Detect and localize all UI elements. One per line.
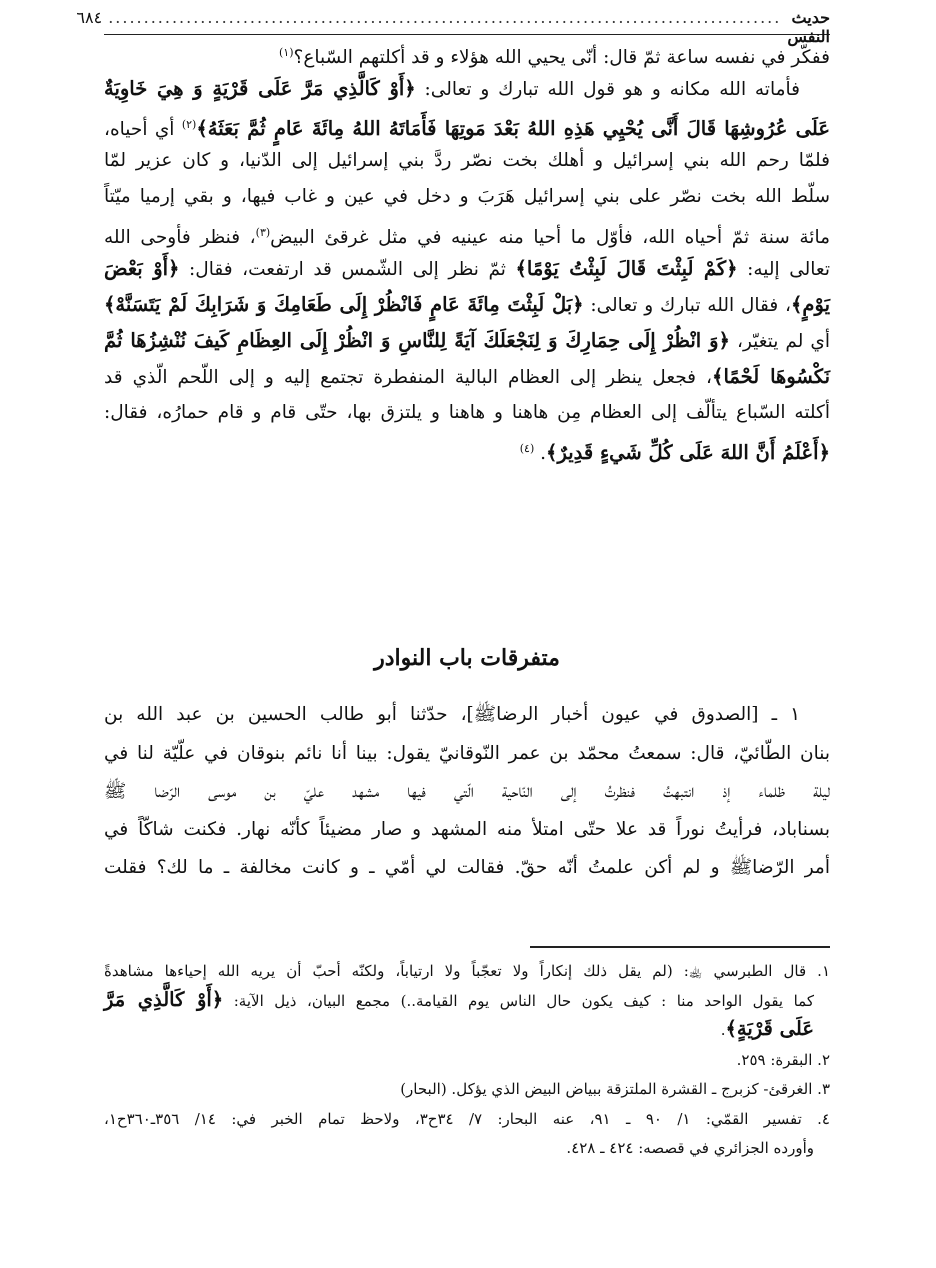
text-segment: أي لم يتغيّر، xyxy=(729,331,830,352)
text-line xyxy=(104,254,830,284)
text-segment: أي أحياه، xyxy=(104,119,182,141)
section-heading: متفرقات باب النوادر xyxy=(374,645,560,671)
text-line xyxy=(104,853,830,883)
footnote-line xyxy=(104,1106,830,1132)
quran-verse: عَلَى عُرُوشِهَا قَالَ أَنَّى يُحْيِي هَذِهِ اللهُ بَعْدَ مَوتِهَا فَأَمَاتَهُ اللهُ مِائَةَ عَامٍ ثُمَّ بَعَثَهُ﴾ xyxy=(196,117,831,141)
dot-leader: ............................................................................................... xyxy=(108,8,782,27)
text-line xyxy=(104,182,830,212)
text-line xyxy=(104,146,830,176)
text-segment: وأورده الجزائري في قصصه: ٤٢٤ ـ ٤٢٨. xyxy=(566,1139,814,1157)
quran-verse: ﴿وَ انْظُرْ إِلَى حِمَارِكَ وَ لِنَجْعَلَكَ آيَةً لِلنَّاسِ وَ انْظُرْ إِلَى العِظَامِ كَيفَ نُنْشِزُهَا ثُمَّ xyxy=(104,329,730,352)
quran-verse: ﴿بَلْ لَبِثْتَ مِائَةَ عَامٍ فَانْظُرْ إِلَى طَعَامِكَ وَ شَرَابِكَ لَمْ يَتَسَنَّهْ﴾ xyxy=(104,293,584,316)
running-header xyxy=(76,8,830,46)
text-segment: فأماته الله مكانه و هو قول الله تبارك و تعالى: xyxy=(415,79,800,100)
footnote-ref: (٣) xyxy=(255,226,271,239)
text-segment: فلمّا رحم الله بني إسرائيل و أهلك بخت نصّر ردَّ بني إسرائيل إلى الدّنيا، و كان عزير لمّا xyxy=(104,150,830,171)
text-line xyxy=(104,326,830,356)
footnote-line xyxy=(104,1016,830,1043)
text-segment: ، فجعل ينظر إلى العظام البالية المنفطرة تجتمع إليه و إلى اللّحم الّذي قد xyxy=(104,367,713,388)
quran-verse: ﴿أَوْ كَالَّذِي مَرَّ عَلَى قَرْيَةٍ وَ هِيَ خَاوِيَةٌ xyxy=(104,77,416,100)
text-line xyxy=(104,777,830,807)
footnote-line xyxy=(104,958,830,984)
footnote-line xyxy=(104,1047,830,1073)
quran-verse: ﴿أَعْلَمُ أَنَّ اللهَ عَلَى كُلِّ شَيءٍ قَدِيرٌ﴾ xyxy=(546,441,830,465)
text-line xyxy=(104,398,830,428)
text-segment: ، فنظر فأوحى الله xyxy=(104,227,256,249)
text-segment: ففكّر في نفسه ساعة ثمّ قال: أنّى يحيي الله هؤلاء و قد أكلتهم السّباع؟ xyxy=(293,47,830,69)
footnote-ref: (١) xyxy=(278,46,294,59)
text-segment: ٤. تفسير القمّي: ١/ ٩٠ ـ ٩١، عنه البحار: ٧/ ٣٤ح٣، ولاحظ تمام الخبر في: ١٤/ ٣٥٦ـ٣٦٠ح١، xyxy=(104,1110,830,1128)
footnote-ref: (٢) xyxy=(181,118,197,131)
footnote-line xyxy=(104,987,830,1014)
footnote-line xyxy=(104,1076,830,1102)
text-segment: بسناباد، فرأيتُ نوراً قد علا حتّى امتلأ منه المشهد و صار مضيئاً كأنّه نهار. فكنت شاكّاً في xyxy=(104,819,830,840)
quran-verse: ﴿أَوْ بَعْضَ xyxy=(104,257,180,280)
text-segment: ، فقال الله تبارك و تعالى: xyxy=(583,295,791,316)
text-line xyxy=(104,362,830,392)
text-segment: بنان الطّائيّ، قال: سمعتُ محمّد بن عمر النّوقانيّ يقول: بينا أنا نائم بنوقان في علّيّة لنا في xyxy=(104,743,830,764)
text-segment: . xyxy=(720,1021,726,1039)
text-segment: ١ ـ [الصدوق في عيون أخبار الرضاﷺ]، حدّثنا أبو طالب الحسين بن عبد الله بن xyxy=(104,704,800,725)
text-line xyxy=(104,700,830,730)
text-line xyxy=(104,290,830,320)
text-segment: ١. قال الطبرسي ﵀: (لم يقل ذلك إنكاراً ولا تعجّباً ولا ارتياباً، ولكنّه أحبّ أن يريه الله إحياءها مشاهدةً xyxy=(104,962,830,980)
running-title: حديث النفس xyxy=(787,8,830,46)
text-segment: . xyxy=(534,443,547,465)
quran-verse: عَلَى قَرْيَةٍ﴾ xyxy=(725,1017,814,1040)
footnote-separator xyxy=(530,946,830,948)
footnote-line xyxy=(104,1135,830,1161)
text-segment: مائة سنة ثمّ أحياه الله، فأوّل ما أحيا منه عينيه في مثل غرقئ البيض xyxy=(270,227,830,249)
text-line xyxy=(104,815,830,845)
text-line xyxy=(104,74,830,104)
text-segment: ٣. الغرقئ- كزبرج ـ القشرة الملتزقة ببياض البيض الذي يؤكل. (البحار) xyxy=(400,1080,830,1098)
text-segment: سلّط الله بخت نصّر على بني إسرائيل هَرَبَ و دخل في عين و غاب فيها، و بقي إرميا ميّتاً xyxy=(104,186,830,207)
text-line xyxy=(104,218,830,248)
text-segment: أكلته السّباع يتألّف إلى العظام مِن هاهنا و هاهنا و يلتزق بها، حتّى قام و قام حمارُه، فقال: xyxy=(104,402,830,423)
quran-verse: نَكْسُوهَا لَحْمًا﴾ xyxy=(712,365,830,388)
footnote-ref: (٤) xyxy=(519,442,535,455)
text-line xyxy=(104,739,830,769)
text-segment: كما يقول الواحد منا : كيف يكون حال الناس يوم القيامة..) مجمع البيان، ذيل الآية: xyxy=(223,992,814,1010)
text-line xyxy=(104,434,830,464)
quran-verse: ﴿أَوْ كَالَّذِي مَرَّ xyxy=(104,988,224,1011)
text-segment: تعالى إليه: xyxy=(737,259,830,280)
text-line xyxy=(104,38,830,68)
text-segment: ٢. البقرة: ٢٥٩. xyxy=(736,1051,830,1069)
text-segment: ثمّ نظر إلى الشّمس قد ارتفعت، فقال: xyxy=(179,259,516,280)
text-line xyxy=(104,110,830,140)
text-segment: أمر الرّضاﷺ و لم أكن علمتُ أنّه حقّ. فقالت لي أمّي ـ و كانت مخالفة ـ ما لك؟ فقلت xyxy=(104,857,830,878)
page-number: ٦٨٤ xyxy=(76,8,103,27)
quran-verse: ﴿كَمْ لَبِثْتَ قَالَ لَبِثْتُ يَوْمًا﴾ xyxy=(515,257,738,280)
text-segment: ليلة ظلماء إذ انتبهتُ فنظرتُ إلى النّاحية الّتي فيها مشهد عليّ بن موسى الرّضا ﷺ xyxy=(104,781,830,802)
quran-verse: يَوْمٍ﴾ xyxy=(791,293,830,316)
